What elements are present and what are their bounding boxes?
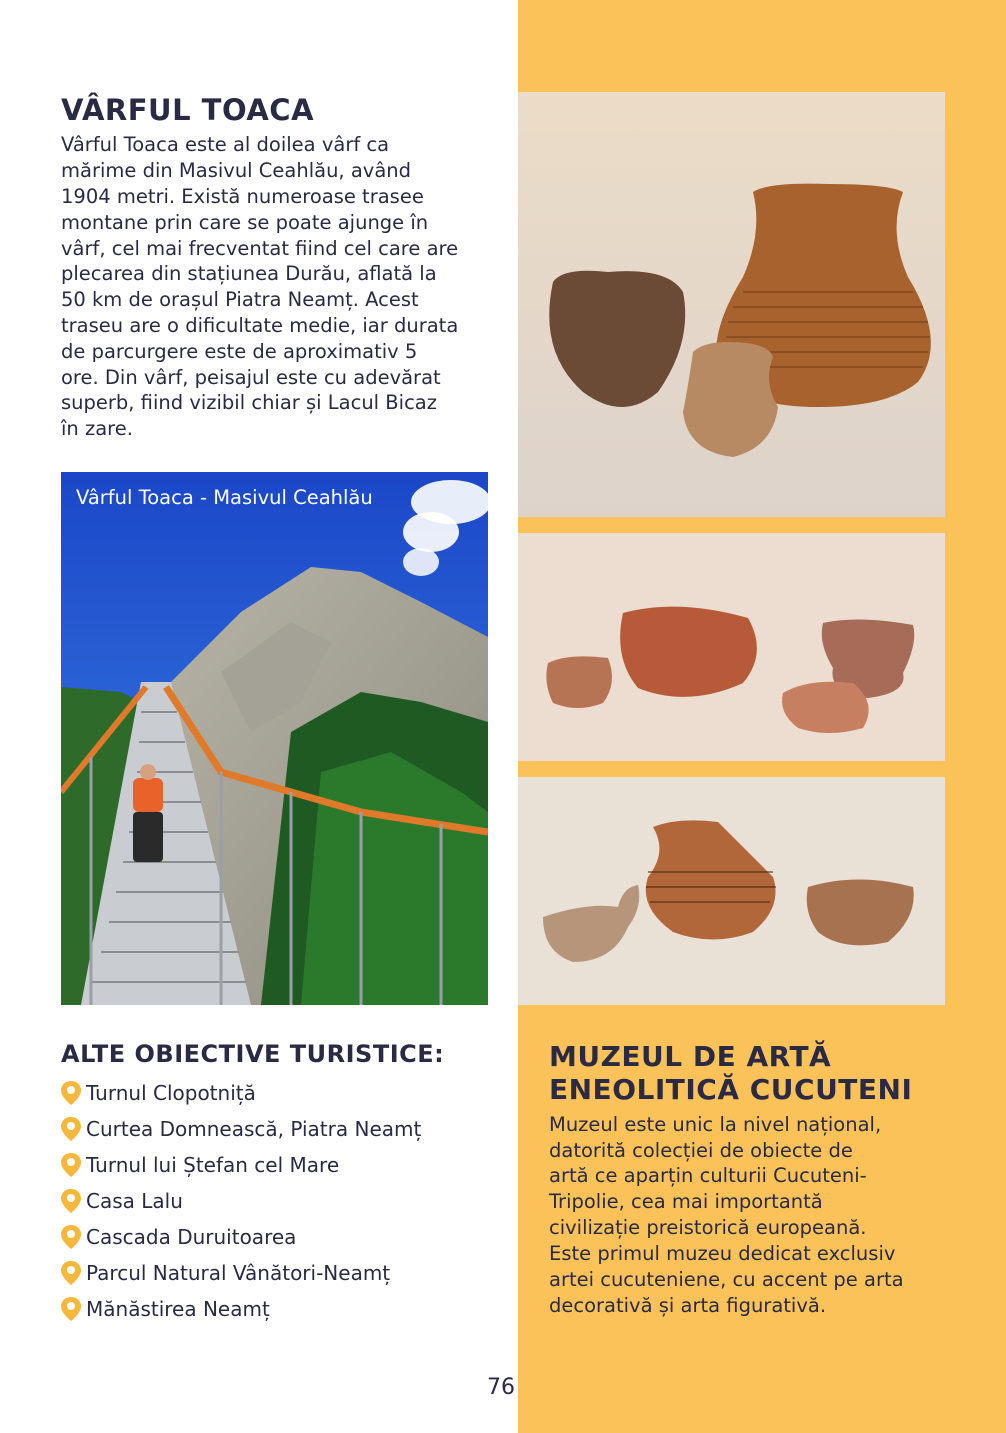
museum-title-line2: ENEOLITICĂ CUCUTENI: [549, 1073, 913, 1106]
toaca-mountain-photo: [61, 472, 488, 1005]
other-attractions-title: ALTE OBIECTIVE TURISTICE:: [61, 1040, 445, 1068]
location-pin-icon: [60, 1080, 82, 1106]
museum-line: datorită colecției de obiecte de: [549, 1139, 853, 1162]
toaca-line: de parcurgere este de aproximativ 5: [61, 340, 418, 363]
location-pin-icon: [60, 1224, 82, 1250]
museum-line: decorativă și arta figurativă.: [549, 1294, 827, 1317]
toaca-line: 50 km de orașul Piatra Neamț. Acest: [61, 288, 419, 311]
museum-line: Este primul muzeu dedicat exclusiv: [549, 1242, 896, 1265]
toaca-line: superb, fiind vizibil chiar și Lacul Bicaz: [61, 391, 437, 414]
list-item-label: Cascada Duruitoarea: [86, 1225, 297, 1249]
pottery-photo-figurines: [518, 533, 945, 761]
toaca-line: traseu are o dificultate medie, iar durata: [61, 314, 459, 337]
toaca-line: plecarea din stațiunea Durău, aflată la: [61, 262, 437, 285]
location-pin-icon: [60, 1188, 82, 1214]
attractions-list: [60, 1075, 421, 1327]
location-pin-icon: [60, 1116, 82, 1142]
location-pin-icon: [60, 1152, 82, 1178]
list-item-label: Curtea Domnească, Piatra Neamț: [86, 1117, 422, 1141]
museum-line: Muzeul este unic la nivel național,: [549, 1113, 882, 1136]
toaca-line: mărime din Masivul Ceahlău, având: [61, 159, 412, 182]
location-pin-icon: [60, 1260, 82, 1286]
list-item: [60, 1111, 421, 1147]
toaca-line: montane prin care se poate ajunge în: [61, 211, 429, 234]
list-item: [60, 1255, 421, 1291]
list-item: [60, 1291, 421, 1327]
list-item-label: Turnul lui Ștefan cel Mare: [86, 1153, 340, 1177]
photo-caption: Vârful Toaca - Masivul Ceahlău: [76, 486, 373, 509]
toaca-line: 1904 metri. Există numeroase trasee: [61, 185, 424, 208]
pottery-photo-vessels: [518, 92, 945, 517]
location-pin-icon: [60, 1296, 82, 1322]
museum-line: civilizație preistorică europeană.: [549, 1216, 867, 1239]
list-item-label: Mănăstirea Neamț: [86, 1297, 270, 1321]
museum-line: artă ce aparțin culturii Cucuteni-: [549, 1164, 867, 1187]
museum-line: Tripolie, cea mai importantă: [549, 1190, 823, 1213]
toaca-title: VÂRFUL TOACA: [61, 93, 315, 127]
toaca-line: ore. Din vârf, peisajul este cu adevărat: [61, 366, 441, 389]
museum-line: artei cucuteniene, cu accent pe arta: [549, 1268, 904, 1291]
toaca-line: Vârful Toaca este al doilea vârf ca: [61, 133, 390, 156]
toaca-line: în zare.: [61, 417, 133, 440]
list-item: [60, 1183, 421, 1219]
list-item: [60, 1075, 421, 1111]
list-item-label: Parcul Natural Vânători-Neamț: [86, 1261, 391, 1285]
list-item: [60, 1147, 421, 1183]
page-number: 76: [487, 1375, 515, 1400]
list-item-label: Casa Lalu: [86, 1189, 183, 1213]
list-item: [60, 1219, 421, 1255]
museum-title-line1: MUZEUL DE ARTĂ: [549, 1040, 832, 1073]
list-item-label: Turnul Clopotniță: [86, 1081, 256, 1105]
toaca-line: vârf, cel mai frecventat fiind cel care are: [61, 237, 459, 260]
pottery-photo-animals: [518, 777, 945, 1005]
